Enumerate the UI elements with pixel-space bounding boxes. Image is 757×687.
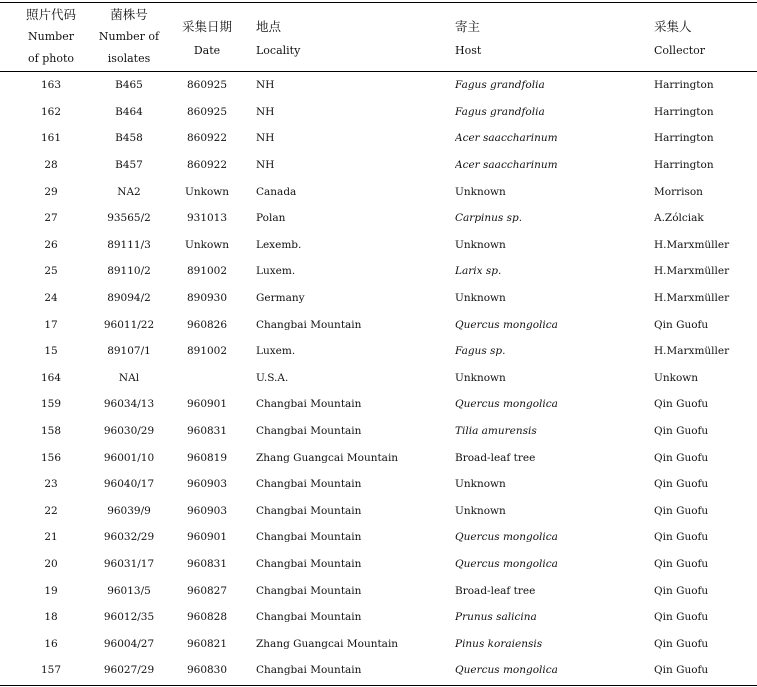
cell-isolate: 96040/17 <box>103 478 155 491</box>
header-date-en: Date <box>193 44 221 57</box>
cell-host: Broad-leaf tree <box>455 451 536 464</box>
cell-date: 860925 <box>186 105 228 118</box>
cell-collector: Qin Guofu <box>654 637 709 650</box>
spacer <box>234 604 256 631</box>
cell-collector: Qin Guofu <box>654 584 709 597</box>
table-row <box>0 152 757 179</box>
spacer <box>234 99 256 126</box>
spacer <box>234 311 256 338</box>
cell-collector: Qin Guofu <box>654 451 709 464</box>
cell-collector: Qin Guofu <box>654 664 709 677</box>
cell-isolate: B465 <box>115 79 143 92</box>
spacer <box>0 99 22 126</box>
cell-isolate: B457 <box>115 159 143 172</box>
table-row <box>0 391 757 418</box>
header-host-zh: 寄主 <box>455 19 481 34</box>
header-collector-en: Collector <box>654 44 706 57</box>
cell-collector: H.Marxmüller <box>654 238 730 251</box>
cell-host: Quercus mongolica <box>455 531 558 544</box>
cell-locality: Lexemb. <box>256 238 302 251</box>
spacer <box>234 418 256 445</box>
cell-date: Unkown <box>184 185 230 198</box>
table-row <box>0 285 757 312</box>
spacer <box>234 524 256 551</box>
table-row <box>0 577 757 604</box>
cell-date: 890930 <box>186 292 228 305</box>
cell-locality: NH <box>256 79 275 92</box>
cell-isolate: 96004/27 <box>103 637 155 650</box>
cell-host: Quercus mongolica <box>455 557 558 570</box>
table-row <box>0 338 757 365</box>
cell-locality: Luxem. <box>256 265 296 278</box>
spacer <box>0 338 22 365</box>
cell-date: 960819 <box>186 451 228 464</box>
header-collector <box>654 20 705 58</box>
cell-locality: Zhang Guangcai Mountain <box>256 637 399 650</box>
spacer <box>80 418 98 445</box>
cell-locality: Changbai Mountain <box>256 531 362 544</box>
spacer <box>80 125 98 152</box>
cell-collector: Qin Guofu <box>654 504 709 517</box>
cell-collector: Harrington <box>654 105 714 118</box>
cell-photo: 16 <box>44 637 58 650</box>
bottom-rule <box>0 685 757 686</box>
cell-collector: Harrington <box>654 132 714 145</box>
cell-date: Unkown <box>184 238 230 251</box>
cell-host: Unknown <box>455 504 506 517</box>
spacer <box>0 232 22 259</box>
spacer <box>234 630 256 657</box>
cell-host: Fagus grandfolia <box>455 79 545 92</box>
spacer <box>80 444 98 471</box>
cell-isolate: NAl <box>118 371 140 384</box>
spacer <box>0 471 22 498</box>
table-row <box>0 205 757 232</box>
spacer <box>80 498 98 525</box>
spacer <box>160 471 180 498</box>
cell-isolate: 96012/35 <box>103 611 155 624</box>
data-table <box>0 72 757 684</box>
cell-host: Fagus sp. <box>455 345 506 358</box>
spacer <box>0 604 22 631</box>
spacer <box>160 311 180 338</box>
cell-photo: 158 <box>40 425 62 438</box>
table-row <box>0 657 757 684</box>
spacer <box>234 258 256 285</box>
spacer <box>80 524 98 551</box>
cell-locality: Changbai Mountain <box>256 398 362 411</box>
table-row <box>0 471 757 498</box>
spacer <box>234 471 256 498</box>
spacer <box>0 657 22 684</box>
spacer <box>80 205 98 232</box>
cell-photo: 22 <box>44 504 58 517</box>
cell-collector: Qin Guofu <box>654 531 709 544</box>
spacer <box>234 125 256 152</box>
spacer <box>234 444 256 471</box>
cell-host: Prunus salicina <box>455 611 537 624</box>
header-locality <box>256 20 300 58</box>
spacer <box>0 630 22 657</box>
cell-date: 960831 <box>186 557 228 570</box>
cell-isolate: 89107/1 <box>107 345 151 358</box>
cell-date: 960903 <box>186 504 228 517</box>
table-row <box>0 178 757 205</box>
spacer <box>80 657 98 684</box>
spacer <box>160 338 180 365</box>
table-row <box>0 418 757 445</box>
cell-photo: 24 <box>44 292 58 305</box>
header-date <box>180 20 234 58</box>
table-row <box>0 444 757 471</box>
cell-date: 960901 <box>186 398 228 411</box>
table-row <box>0 72 757 99</box>
cell-isolate: 93565/2 <box>107 212 151 225</box>
cell-photo: 159 <box>40 398 62 411</box>
spacer <box>160 498 180 525</box>
cell-collector: H.Marxmüller <box>654 265 730 278</box>
cell-photo: 26 <box>44 238 58 251</box>
cell-photo: 23 <box>44 478 58 491</box>
cell-host: Quercus mongolica <box>455 664 558 677</box>
spacer <box>160 178 180 205</box>
cell-isolate: 96030/29 <box>103 425 155 438</box>
cell-collector: Unkown <box>654 371 699 384</box>
spacer <box>80 551 98 578</box>
cell-photo: 161 <box>40 132 62 145</box>
cell-isolate: 96027/29 <box>103 664 155 677</box>
cell-locality: Germany <box>256 292 305 305</box>
header-host-en: Host <box>455 44 482 57</box>
spacer <box>80 365 98 392</box>
spacer <box>160 657 180 684</box>
spacer <box>160 577 180 604</box>
spacer <box>0 524 22 551</box>
spacer <box>234 152 256 179</box>
cell-host: Pinus koraiensis <box>455 637 543 650</box>
cell-collector: Qin Guofu <box>654 425 709 438</box>
cell-date: 860925 <box>186 79 228 92</box>
header-isolate-en2: isolates <box>107 52 151 65</box>
spacer <box>0 125 22 152</box>
cell-isolate: 96031/17 <box>103 557 155 570</box>
cell-date: 960901 <box>186 531 228 544</box>
cell-collector: Harrington <box>654 159 714 172</box>
table-row <box>0 125 757 152</box>
spacer <box>0 258 22 285</box>
header-isolate-zh: 菌株号 <box>110 7 148 22</box>
cell-collector: Qin Guofu <box>654 611 709 624</box>
cell-photo: 27 <box>44 212 58 225</box>
header-locality-zh: 地点 <box>256 19 282 34</box>
spacer <box>234 657 256 684</box>
spacer <box>160 125 180 152</box>
spacer <box>0 444 22 471</box>
table-row <box>0 498 757 525</box>
spacer <box>0 178 22 205</box>
spacer <box>160 232 180 259</box>
cell-host: Unknown <box>455 185 506 198</box>
spacer <box>80 338 98 365</box>
header-photo-en2: of photo <box>28 52 74 65</box>
spacer <box>234 577 256 604</box>
cell-photo: 17 <box>44 318 58 331</box>
spacer <box>234 365 256 392</box>
spacer <box>160 418 180 445</box>
cell-host: Quercus mongolica <box>455 398 558 411</box>
cell-isolate: B464 <box>115 105 143 118</box>
top-rule <box>0 2 757 3</box>
table-row <box>0 232 757 259</box>
spacer <box>234 232 256 259</box>
spacer <box>234 498 256 525</box>
spacer <box>160 152 180 179</box>
spacer <box>0 498 22 525</box>
cell-host: Tilia amurensis <box>455 425 537 438</box>
cell-host: Acer saaccharinum <box>455 159 558 172</box>
cell-host: Broad-leaf tree <box>455 584 536 597</box>
spacer <box>0 577 22 604</box>
cell-isolate: 96032/29 <box>103 531 155 544</box>
cell-date: 960821 <box>186 637 228 650</box>
cell-locality: Changbai Mountain <box>256 557 362 570</box>
cell-isolate: 96039/9 <box>107 504 151 517</box>
cell-host: Fagus grandfolia <box>455 105 545 118</box>
cell-collector: Qin Guofu <box>654 478 709 491</box>
header-date-zh: 采集日期 <box>181 19 232 34</box>
cell-date: 960830 <box>186 664 228 677</box>
spacer <box>234 551 256 578</box>
spacer <box>160 524 180 551</box>
spacer <box>80 391 98 418</box>
cell-photo: 162 <box>40 105 62 118</box>
header-isolate-en1: Number of <box>98 30 160 43</box>
cell-isolate: 89111/3 <box>107 238 151 251</box>
cell-date: 960828 <box>186 611 228 624</box>
cell-date: 891002 <box>186 265 228 278</box>
spacer <box>80 178 98 205</box>
cell-date: 960827 <box>186 584 228 597</box>
cell-photo: 20 <box>44 557 58 570</box>
cell-collector: A.Zólciak <box>654 212 704 225</box>
spacer <box>234 285 256 312</box>
spacer <box>234 72 256 99</box>
table-row <box>0 604 757 631</box>
spacer <box>80 604 98 631</box>
spacer <box>160 72 180 99</box>
cell-host: Unknown <box>455 238 506 251</box>
cell-locality: Canada <box>256 185 297 198</box>
spacer <box>0 311 22 338</box>
cell-collector: Morrison <box>654 185 703 198</box>
table-row <box>0 258 757 285</box>
spacer <box>0 152 22 179</box>
spacer <box>160 630 180 657</box>
spacer <box>80 152 98 179</box>
cell-date: 960903 <box>186 478 228 491</box>
spacer <box>80 311 98 338</box>
cell-date: 960826 <box>186 318 228 331</box>
spacer <box>80 99 98 126</box>
cell-collector: Qin Guofu <box>654 318 709 331</box>
cell-date <box>180 365 234 392</box>
spacer <box>160 258 180 285</box>
cell-photo: 19 <box>44 584 58 597</box>
spacer <box>160 285 180 312</box>
cell-collector: Qin Guofu <box>654 557 709 570</box>
spacer <box>160 444 180 471</box>
table-row <box>0 524 757 551</box>
cell-isolate: 89094/2 <box>107 292 151 305</box>
cell-host: Larix sp. <box>455 265 502 278</box>
cell-locality: Changbai Mountain <box>256 504 362 517</box>
header-photo <box>22 8 80 66</box>
cell-photo: 29 <box>44 185 58 198</box>
table-row <box>0 99 757 126</box>
spacer <box>234 338 256 365</box>
spacer <box>0 391 22 418</box>
cell-photo: 164 <box>40 371 62 384</box>
spacer <box>80 285 98 312</box>
cell-date: 891002 <box>186 345 228 358</box>
header-photo-en1: Number <box>28 30 74 43</box>
spacer <box>80 258 98 285</box>
cell-isolate: 96034/13 <box>103 398 155 411</box>
spacer <box>0 205 22 232</box>
spacer <box>160 99 180 126</box>
spacer <box>0 551 22 578</box>
cell-date: 860922 <box>186 159 228 172</box>
cell-isolate: 96011/22 <box>103 318 155 331</box>
cell-collector: Qin Guofu <box>654 398 709 411</box>
header-photo-zh: 照片代码 <box>25 7 76 22</box>
spacer <box>234 205 256 232</box>
table-row <box>0 630 757 657</box>
cell-locality: Changbai Mountain <box>256 611 362 624</box>
cell-photo: 25 <box>44 265 58 278</box>
spacer <box>80 577 98 604</box>
cell-photo: 163 <box>40 79 62 92</box>
cell-locality: Zhang Guangcai Mountain <box>256 451 399 464</box>
spacer <box>0 72 22 99</box>
cell-date: 931013 <box>186 212 228 225</box>
cell-locality: NH <box>256 105 275 118</box>
table-body <box>0 72 757 684</box>
cell-locality: U.S.A. <box>256 371 289 384</box>
header-collector-zh: 采集人 <box>654 19 692 34</box>
cell-locality: Polan <box>256 212 286 225</box>
spacer <box>80 232 98 259</box>
spacer <box>80 72 98 99</box>
cell-locality: Changbai Mountain <box>256 425 362 438</box>
cell-photo: 157 <box>40 664 62 677</box>
header-locality-en: Locality <box>256 44 301 57</box>
cell-host: Unknown <box>455 478 506 491</box>
cell-photo: 21 <box>44 531 58 544</box>
cell-photo: 18 <box>44 611 58 624</box>
spacer <box>160 551 180 578</box>
spacer <box>80 630 98 657</box>
spacer <box>234 178 256 205</box>
cell-photo: 15 <box>44 345 58 358</box>
spacer <box>80 471 98 498</box>
cell-collector: H.Marxmüller <box>654 292 730 305</box>
cell-locality: NH <box>256 132 275 145</box>
cell-collector: Harrington <box>654 79 714 92</box>
cell-host: Quercus mongolica <box>455 318 558 331</box>
cell-isolate: B458 <box>115 132 143 145</box>
spacer <box>160 205 180 232</box>
cell-locality: Changbai Mountain <box>256 584 362 597</box>
cell-date: 960831 <box>186 425 228 438</box>
cell-host: Carpinus sp. <box>455 212 523 225</box>
cell-isolate: 96013/5 <box>107 584 151 597</box>
cell-locality: Changbai Mountain <box>256 664 362 677</box>
cell-locality: NH <box>256 159 275 172</box>
spacer <box>160 391 180 418</box>
table-row <box>0 311 757 338</box>
spacer <box>160 604 180 631</box>
spacer <box>0 418 22 445</box>
cell-date: 860922 <box>186 132 228 145</box>
cell-isolate: 89110/2 <box>107 265 151 278</box>
cell-locality: Luxem. <box>256 345 296 358</box>
header-host <box>455 20 481 58</box>
cell-host: Unknown <box>455 292 506 305</box>
cell-host: Unknown <box>455 371 506 384</box>
cell-host: Acer saaccharinum <box>455 132 558 145</box>
spacer <box>0 365 22 392</box>
table-row <box>0 551 757 578</box>
cell-photo: 156 <box>40 451 62 464</box>
cell-collector: H.Marxmüller <box>654 345 730 358</box>
cell-locality: Changbai Mountain <box>256 318 362 331</box>
spacer <box>0 285 22 312</box>
cell-locality: Changbai Mountain <box>256 478 362 491</box>
cell-isolate: NA2 <box>117 185 141 198</box>
cell-photo: 28 <box>44 159 58 172</box>
spacer <box>234 391 256 418</box>
header-isolate <box>98 8 160 66</box>
cell-isolate: 96001/10 <box>103 451 155 464</box>
table-row <box>0 365 757 392</box>
spacer <box>160 365 180 392</box>
